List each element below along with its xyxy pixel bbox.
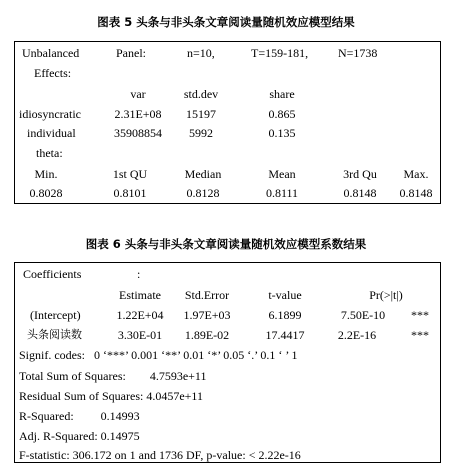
t5-theta-header: 1st QU xyxy=(112,167,148,181)
t5-header-N: N=1738 xyxy=(338,46,378,60)
t6-row-signif: *** xyxy=(411,308,429,322)
table5-caption: 图表 5 头条与非头条文章阅读量随机效应模型结果 xyxy=(97,15,355,29)
t5-row-share: 0.135 xyxy=(268,126,296,140)
t5-theta-header: Median xyxy=(184,167,222,181)
t5-row-var: 2.31E+08 xyxy=(114,107,162,121)
t6-col-tvalue: t-value xyxy=(268,288,302,302)
t5-header-unbalanced: Unbalanced xyxy=(22,46,80,60)
t5-header-t: T=159-181, xyxy=(251,46,309,60)
t5-col-std: std.dev xyxy=(183,87,219,101)
t5-header-n: n=10, xyxy=(187,46,215,60)
t5-theta-value: 0.8101 xyxy=(113,186,147,200)
t6-row-tvalue: 6.1899 xyxy=(268,308,302,322)
t5-col-var: var xyxy=(130,87,146,101)
t6-f-statistic: F-statistic: 306.172 on 1 and 1736 DF, p-value: < 2.22e-16 xyxy=(19,448,301,462)
t5-theta-value: 0.8128 xyxy=(186,186,220,200)
t6-row-stderror: 1.89E-02 xyxy=(184,328,230,342)
t6-coef-colon: : xyxy=(137,267,141,281)
t5-row-std: 5992 xyxy=(189,126,213,140)
t6-row-pvalue: 7.50E-10 xyxy=(340,308,386,322)
table5-box xyxy=(14,41,441,204)
t6-col-stderror: Std.Error xyxy=(184,288,230,302)
t5-theta-header: Min. xyxy=(34,167,58,181)
t5-effects-label: Effects: xyxy=(34,66,72,80)
t5-row-share: 0.865 xyxy=(268,107,296,121)
t5-theta-value: 0.8148 xyxy=(399,186,433,200)
t5-theta-header: Max. xyxy=(403,167,429,181)
t6-row-estimate: 3.30E-01 xyxy=(117,328,163,342)
t5-row-label: individual xyxy=(27,126,76,140)
t6-coef-label: Coefficients xyxy=(23,267,82,281)
t6-row-label: (Intercept) xyxy=(30,308,81,322)
t6-residual-ss: Residual Sum of Squares: 4.0457e+11 xyxy=(19,389,203,403)
t6-row-tvalue: 17.4417 xyxy=(265,328,305,342)
t5-theta-value: 0.8148 xyxy=(343,186,377,200)
t5-theta-header: Mean xyxy=(268,167,296,181)
t6-adj-r-squared: Adj. R-Squared: 0.14975 xyxy=(19,429,140,443)
t5-row-label: idiosyncratic xyxy=(19,107,81,121)
t5-theta-value: 0.8028 xyxy=(29,186,63,200)
t6-row-pvalue: 2.2E-16 xyxy=(337,328,377,342)
table6-caption: 图表 6 头条与非头条文章阅读量随机效应模型系数结果 xyxy=(85,237,367,251)
t6-total-ss: Total Sum of Squares: 4.7593e+11 xyxy=(19,369,207,383)
t5-header-panel: Panel: xyxy=(116,46,146,60)
t5-theta-value: 0.8111 xyxy=(265,186,299,200)
t6-row-signif: *** xyxy=(411,328,429,342)
t5-row-var: 35908854 xyxy=(114,126,162,140)
t6-row-stderror: 1.97E+03 xyxy=(183,308,231,322)
t6-signif-codes: Signif. codes: 0 ‘***’ 0.001 ‘**’ 0.01 ‘*’ 0.05 ‘.’ 0.1 ‘ ’ 1 xyxy=(19,348,298,362)
t6-r-squared: R-Squared: 0.14993 xyxy=(19,409,140,423)
t6-col-pvalue: Pr(>|t|) xyxy=(369,288,403,302)
t5-theta-header: 3rd Qu xyxy=(343,167,377,181)
t6-col-estimate: Estimate xyxy=(119,288,161,302)
t5-col-share: share xyxy=(269,87,295,101)
t6-row-label: 头条阅读数 xyxy=(27,328,82,341)
t5-row-std: 15197 xyxy=(186,107,216,121)
t5-theta-label: theta: xyxy=(36,146,63,160)
t6-row-estimate: 1.22E+04 xyxy=(116,308,164,322)
